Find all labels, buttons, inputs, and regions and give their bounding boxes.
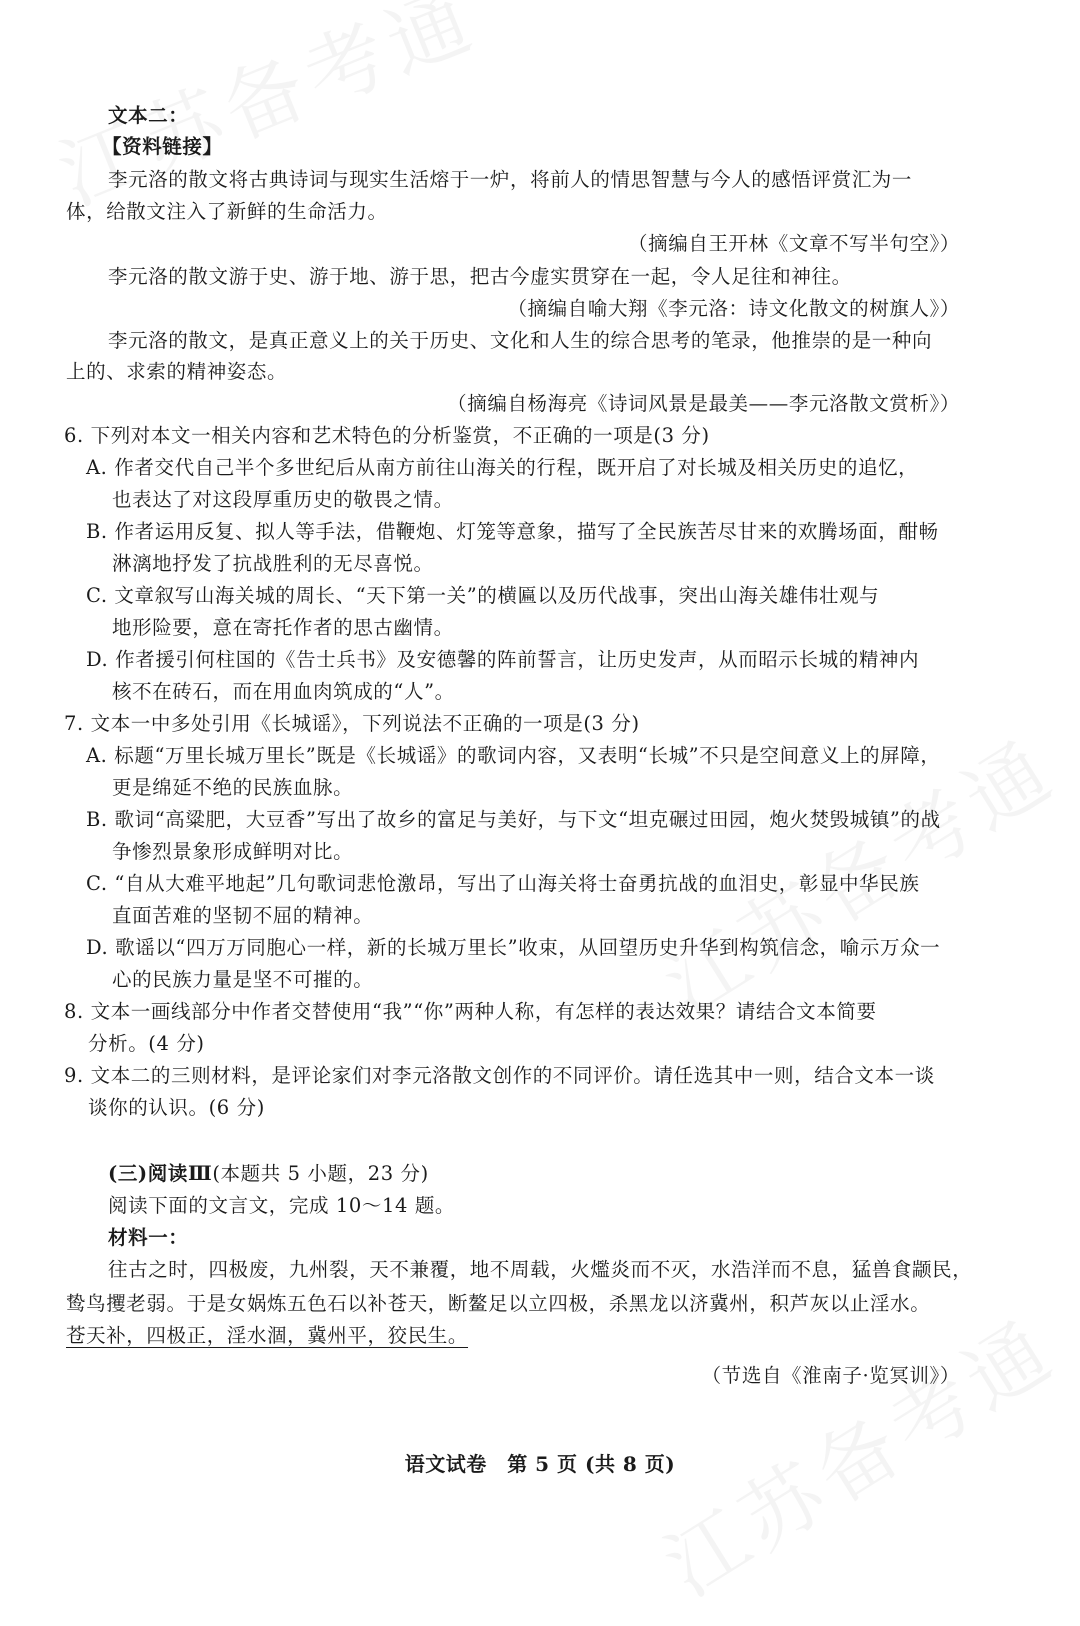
material1-line2: 体，给散文注入了新鲜的生命活力。	[66, 200, 388, 223]
material1-source: （摘编自王开林《文章不写半句空》）	[628, 232, 960, 255]
material1-line1: 李元洛的散文将古典诗词与现实生活熔于一炉，将前人的情思智慧与今人的感悟评赏汇为一	[108, 168, 913, 191]
q6-option-c: C. 文章叙写山海关城的周长、“天下第一关”的横匾以及历代战事，突出山海关雄伟壮观与	[86, 584, 880, 607]
question-9-cont: 谈你的认识。(6 分)	[88, 1096, 265, 1119]
material3-source: （摘编自杨海亮《诗词风景是最美——李元洛散文赏析》）	[447, 392, 960, 415]
q6-option-d-cont: 核不在砖石，而在用血肉筑成的“人”。	[112, 680, 455, 703]
classical-text-line2: 鸷鸟攫老弱。于是女娲炼五色石以补苍天，断鳌足以立四极，杀黑龙以济冀州，积芦灰以止淫水。	[66, 1292, 931, 1315]
q6-option-b-cont: 淋漓地抒发了抗战胜利的无尽喜悦。	[112, 552, 434, 575]
material3-line1: 李元洛的散文，是真正意义上的关于历史、文化和人生的综合思考的笔录，他推崇的是一种向	[108, 329, 933, 352]
reading3-header	[108, 1160, 429, 1188]
question-7-stem: 7. 文本一中多处引用《长城谣》，下列说法不正确的一项是(3 分)	[64, 712, 640, 735]
q6-option-b: B. 作者运用反复、拟人等手法，借鞭炮、灯笼等意象，描写了全民族苦尽甘来的欢腾场面，酣畅	[86, 520, 939, 543]
q7-option-c: C. “自从大难平地起”几句歌词悲怆激昂，写出了山海关将士奋勇抗战的血泪史，彰显中华民族	[86, 872, 920, 895]
material3-line2: 上的、求索的精神姿态。	[66, 360, 288, 383]
classical-text-line1: 往古之时，四极废，九州裂，天不兼覆，地不周载，火爁炎而不灭，水浩洋而不息，猛兽食颛民，	[108, 1258, 973, 1281]
q7-option-a-cont: 更是绵延不绝的民族血脉。	[112, 776, 354, 799]
q6-option-d: D. 作者援引何柱国的《告士兵书》及安德馨的阵前誓言，让历史发声，从而昭示长城的精神内	[86, 648, 920, 671]
q7-option-d: D. 歌谣以“四万万同胞心一样，新的长城万里长”收束，从回望历史升华到构筑信念，喻示万众一	[86, 936, 941, 959]
reading3-material-label: 材料一：	[108, 1226, 189, 1249]
material2-line1: 李元洛的散文游于史、游于地、游于思，把古今虚实贯穿在一起，令人足往和神往。	[108, 265, 852, 288]
page-footer: 语文试卷 第 5 页 (共 8 页)	[404, 1452, 676, 1476]
q7-option-a: A. 标题“万里长城万里长”既是《长城谣》的歌词内容，又表明“长城”不只是空间意义上的屏障，	[86, 744, 941, 767]
classical-text-underlined: 苍天补，四极正，淫水涸，冀州平，狡民生。	[66, 1324, 469, 1347]
question-6-stem: 6. 下列对本文一相关内容和艺术特色的分析鉴赏，不正确的一项是(3 分)	[64, 424, 710, 447]
q7-option-c-cont: 直面苦难的坚韧不屈的精神。	[112, 904, 374, 927]
text2-heading: 文本二：	[108, 104, 189, 127]
material2-source: （摘编自喻大翔《李元洛：诗文化散文的树旗人》）	[507, 297, 960, 320]
material-link-title: 【资料链接】	[102, 135, 223, 158]
q6-option-a-cont: 也表达了对这段厚重历史的敬畏之情。	[112, 488, 454, 511]
question-8: 8. 文本一画线部分中作者交替使用“我”“你”两种人称，有怎样的表达效果？请结合文本简要	[64, 1000, 877, 1023]
reading3-instruction: 阅读下面的文言文，完成 10～14 题。	[108, 1194, 456, 1217]
reading3-header-rest: (本题共 5 小题，23 分)	[212, 1162, 429, 1185]
classical-text-source: （节选自《淮南子·览冥训》）	[701, 1364, 960, 1387]
q7-option-b-cont: 争惨烈景象形成鲜明对比。	[112, 840, 354, 863]
q6-option-c-cont: 地形险要，意在寄托作者的思古幽情。	[112, 616, 454, 639]
reading3-header-bold: (三)阅读Ⅲ	[108, 1162, 213, 1185]
q6-option-a: A. 作者交代自己半个多世纪后从南方前往山海关的行程，既开启了对长城及相关历史的追忆，	[86, 456, 919, 479]
q7-option-b: B. 歌词“高粱肥，大豆香”写出了故乡的富足与美好，与下文“坦克碾过田园，炮火焚毁城镇”的战	[86, 808, 941, 831]
q7-option-d-cont: 心的民族力量是坚不可摧的。	[112, 968, 374, 991]
question-9: 9. 文本二的三则材料，是评论家们对李元洛散文创作的不同评价。请任选其中一则，结合文本一谈	[64, 1064, 935, 1087]
question-8-cont: 分析。(4 分)	[88, 1032, 205, 1055]
